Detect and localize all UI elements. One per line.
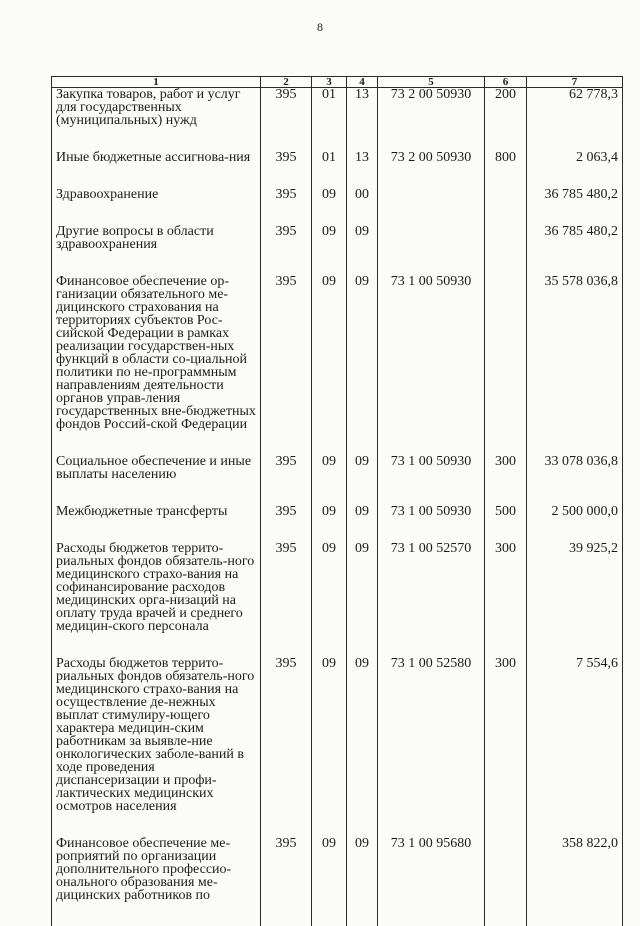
expense-name-cell: Иные бюджетные ассигнова-ния: [52, 151, 261, 188]
section-cell: 01: [312, 88, 347, 152]
expense-kind-cell: 300: [485, 657, 527, 837]
expense-kind-cell: 200: [485, 88, 527, 152]
column-header: 3: [312, 77, 347, 88]
subsection-cell: 09: [347, 225, 378, 275]
column-header: 4: [347, 77, 378, 88]
expense-kind-cell: 500: [485, 505, 527, 542]
amount-cell: 35 578 036,8: [527, 275, 623, 455]
ministry-code-cell: 395: [261, 151, 312, 188]
expense-name-cell: Закупка товаров, работ и услуг для государственных (муниципальных) нужд: [52, 88, 261, 152]
amount-cell: 62 778,3: [527, 88, 623, 152]
subsection-cell: 09: [347, 455, 378, 505]
page-number: 8: [317, 20, 323, 34]
subsection-cell: 13: [347, 151, 378, 188]
subsection-cell: 09: [347, 837, 378, 926]
amount-cell: 2 063,4: [527, 151, 623, 188]
ministry-code-cell: 395: [261, 88, 312, 152]
amount-cell: 36 785 480,2: [527, 225, 623, 275]
ministry-code-cell: 395: [261, 542, 312, 657]
table-row: [52, 657, 623, 837]
ministry-code-cell: 395: [261, 837, 312, 926]
expense-name-cell: Социальное обеспечение и иные выплаты населению: [52, 455, 261, 505]
section-cell: 09: [312, 188, 347, 225]
target-article-cell: 73 1 00 95680: [378, 837, 485, 926]
expense-name-cell: Финансовое обеспечение ор-ганизации обязательного ме-дицинского страхования на территориях субъектов Рос-сийской Федерации в рамках реализации государствен-ных функций в области со-циальной политики по не-программным направлениям деятельности органов управ-ления государственных вне-бюджетных фондов Россий-ской Федерации: [52, 275, 261, 455]
section-cell: 09: [312, 275, 347, 455]
column-header: 7: [527, 77, 623, 88]
amount-cell: 7 554,6: [527, 657, 623, 837]
amount-cell: 39 925,2: [527, 542, 623, 657]
expense-name-cell: Расходы бюджетов террито-риальных фондов обязатель-ного медицинского страхо-вания на софинансирование расходов медицинских орга-низаций на оплату труда врачей и среднего медицин-ского персонала: [52, 542, 261, 657]
subsection-cell: 13: [347, 88, 378, 152]
expense-kind-cell: [485, 837, 527, 926]
budget-table: [51, 76, 623, 926]
table-row: [52, 275, 623, 455]
ministry-code-cell: 395: [261, 275, 312, 455]
ministry-code-cell: 395: [261, 225, 312, 275]
section-cell: 09: [312, 225, 347, 275]
ministry-code-cell: 395: [261, 455, 312, 505]
amount-cell: 36 785 480,2: [527, 188, 623, 225]
column-header: 6: [485, 77, 527, 88]
section-cell: 09: [312, 505, 347, 542]
table-row: [52, 837, 623, 926]
section-cell: 09: [312, 657, 347, 837]
expense-name-cell: Расходы бюджетов террито-риальных фондов обязатель-ного медицинского страхо-вания на осуществление де-нежных выплат стимулиру-ющего характера медицин-ским работникам за выявле-ние онкологических заболе-ваний в ходе проведения диспансеризации и профи-лактических медицинских осмотров населения: [52, 657, 261, 837]
expense-kind-cell: 300: [485, 455, 527, 505]
expense-name-cell: Финансовое обеспечение ме-роприятий по организации дополнительного профессио-онального образования ме-дицинских работников по: [52, 837, 261, 926]
column-header: 1: [52, 77, 261, 88]
ministry-code-cell: 395: [261, 188, 312, 225]
amount-cell: 2 500 000,0: [527, 505, 623, 542]
subsection-cell: 09: [347, 542, 378, 657]
subsection-cell: 09: [347, 657, 378, 837]
target-article-cell: [378, 188, 485, 225]
target-article-cell: [378, 225, 485, 275]
target-article-cell: 73 1 00 52580: [378, 657, 485, 837]
expense-kind-cell: [485, 275, 527, 455]
section-cell: 09: [312, 542, 347, 657]
target-article-cell: 73 2 00 50930: [378, 151, 485, 188]
table-header-row: [52, 77, 623, 88]
column-header: 2: [261, 77, 312, 88]
expense-name-cell: Здравоохранение: [52, 188, 261, 225]
amount-cell: 358 822,0: [527, 837, 623, 926]
ministry-code-cell: 395: [261, 657, 312, 837]
table-row: [52, 225, 623, 275]
section-cell: 09: [312, 455, 347, 505]
table-row: [52, 542, 623, 657]
expense-name-cell: Межбюджетные трансферты: [52, 505, 261, 542]
subsection-cell: 09: [347, 505, 378, 542]
column-header: 5: [378, 77, 485, 88]
target-article-cell: 73 1 00 50930: [378, 505, 485, 542]
subsection-cell: 09: [347, 275, 378, 455]
expense-kind-cell: 800: [485, 151, 527, 188]
target-article-cell: 73 1 00 50930: [378, 275, 485, 455]
target-article-cell: 73 2 00 50930: [378, 88, 485, 152]
expense-kind-cell: 300: [485, 542, 527, 657]
expense-kind-cell: [485, 188, 527, 225]
target-article-cell: 73 1 00 52570: [378, 542, 485, 657]
subsection-cell: 00: [347, 188, 378, 225]
expense-name-cell: Другие вопросы в области здравоохранения: [52, 225, 261, 275]
section-cell: 09: [312, 837, 347, 926]
amount-cell: 33 078 036,8: [527, 455, 623, 505]
ministry-code-cell: 395: [261, 505, 312, 542]
table-row: [52, 505, 623, 542]
table-row: [52, 151, 623, 188]
section-cell: 01: [312, 151, 347, 188]
target-article-cell: 73 1 00 50930: [378, 455, 485, 505]
table-row: [52, 88, 623, 152]
expense-kind-cell: [485, 225, 527, 275]
table-row: [52, 188, 623, 225]
table-row: [52, 455, 623, 505]
